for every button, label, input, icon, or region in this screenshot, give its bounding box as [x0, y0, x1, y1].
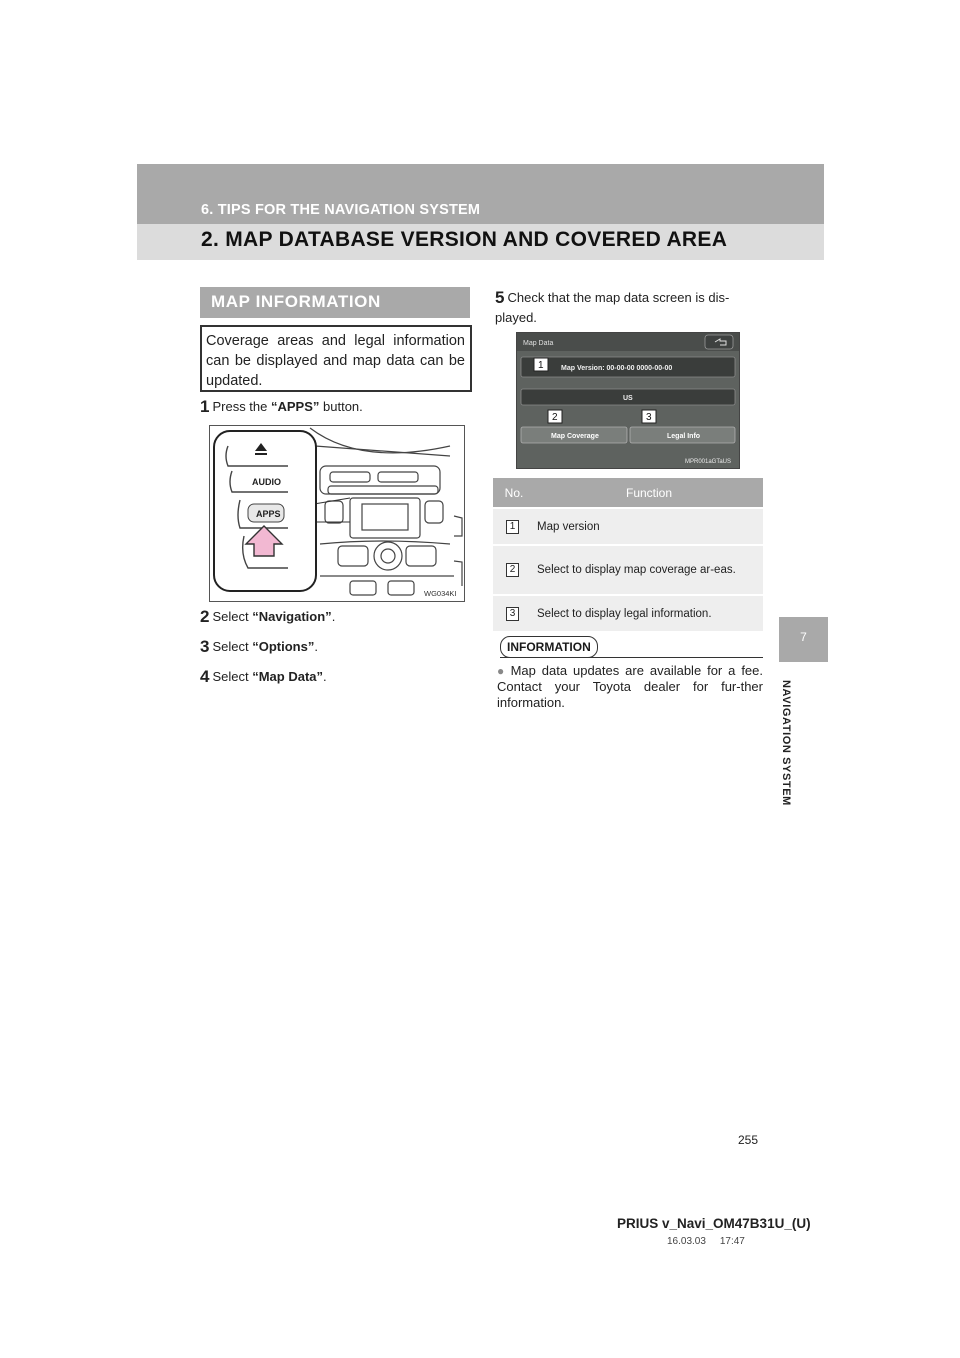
step-text-end: button.	[319, 399, 363, 414]
row-number: 3	[506, 607, 519, 621]
figure-code: WG034KI	[424, 589, 457, 598]
table-row	[493, 509, 763, 544]
step-text: Select	[212, 639, 253, 654]
section-label: 6. TIPS FOR THE NAVIGATION SYSTEM	[201, 202, 481, 218]
row-function: Map version	[535, 509, 763, 544]
information-item	[497, 663, 763, 711]
map-data-screen	[516, 332, 740, 469]
page-number: 255	[738, 1133, 759, 1147]
step-text: Press the	[212, 399, 271, 414]
step-text-end: .	[323, 669, 327, 684]
table-row	[493, 546, 763, 594]
dashboard-illustration	[209, 425, 465, 602]
callout-2: 2	[552, 412, 558, 423]
legal-info-button: Legal Info	[667, 433, 701, 440]
step-keyword: “Navigation”	[252, 609, 332, 624]
step-5	[495, 288, 765, 328]
map-info-body: Coverage areas and legal information can be displayed and map data can be updated.	[206, 333, 465, 389]
step-2	[200, 607, 335, 627]
step-1	[200, 397, 363, 417]
map-version-text: Map Version: 00-00-00 0000-00-00	[561, 365, 673, 372]
col-no: No.	[493, 478, 535, 507]
step-text: Select	[212, 609, 253, 624]
step-number: 3	[200, 637, 210, 656]
information-label: INFORMATION	[500, 636, 598, 658]
chapter-number: 7	[800, 630, 807, 644]
map-coverage-button: Map Coverage	[551, 433, 599, 440]
step-keyword: “Map Data”	[252, 669, 324, 684]
table-header-row	[493, 478, 763, 507]
audio-button-label: AUDIO	[252, 477, 281, 487]
print-timestamp: 16.03.03 17:47	[667, 1236, 745, 1247]
step-text: Select	[212, 669, 253, 684]
step-number: 4	[200, 667, 210, 686]
col-function: Function	[535, 478, 763, 507]
step-number: 1	[200, 397, 210, 416]
step-3	[200, 637, 318, 657]
row-function: Select to display legal information.	[535, 596, 763, 631]
step-text: Check that the map data screen is dis-played.	[495, 290, 730, 325]
page-title: 2. MAP DATABASE VERSION AND COVERED AREA	[201, 228, 728, 251]
bullet-icon: ●	[497, 664, 507, 678]
screen-title: Map Data	[523, 340, 554, 347]
apps-button-label: APPS	[256, 509, 281, 519]
step-text-end: .	[331, 609, 336, 624]
step-keyword: “APPS”	[271, 399, 320, 414]
document-id: PRIUS v_Navi_OM47B31U_(U)	[617, 1216, 811, 1231]
callout-1: 1	[538, 360, 544, 371]
function-table	[493, 478, 763, 631]
dashboard-drawing	[210, 426, 464, 601]
region-text: US	[623, 395, 633, 402]
step-number: 5	[495, 288, 505, 307]
step-4	[200, 667, 327, 687]
chapter-label: NAVIGATION SYSTEM	[780, 680, 792, 806]
map-data-screen-drawing	[517, 333, 739, 468]
row-number: 2	[506, 563, 519, 577]
step-keyword: “Options”	[252, 639, 315, 654]
table-row	[493, 596, 763, 631]
information-text: Map data updates are available for a fee. Contact your Toyota dealer for fur-ther information.	[497, 663, 764, 710]
callout-3: 3	[646, 412, 652, 423]
map-info-heading: MAP INFORMATION	[211, 292, 381, 311]
row-function: Select to display map coverage ar-eas.	[535, 546, 763, 594]
row-number: 1	[506, 520, 519, 534]
figure-code: MPR001aGTaUS	[685, 459, 732, 465]
step-number: 2	[200, 607, 210, 626]
step-text-end: .	[314, 639, 318, 654]
